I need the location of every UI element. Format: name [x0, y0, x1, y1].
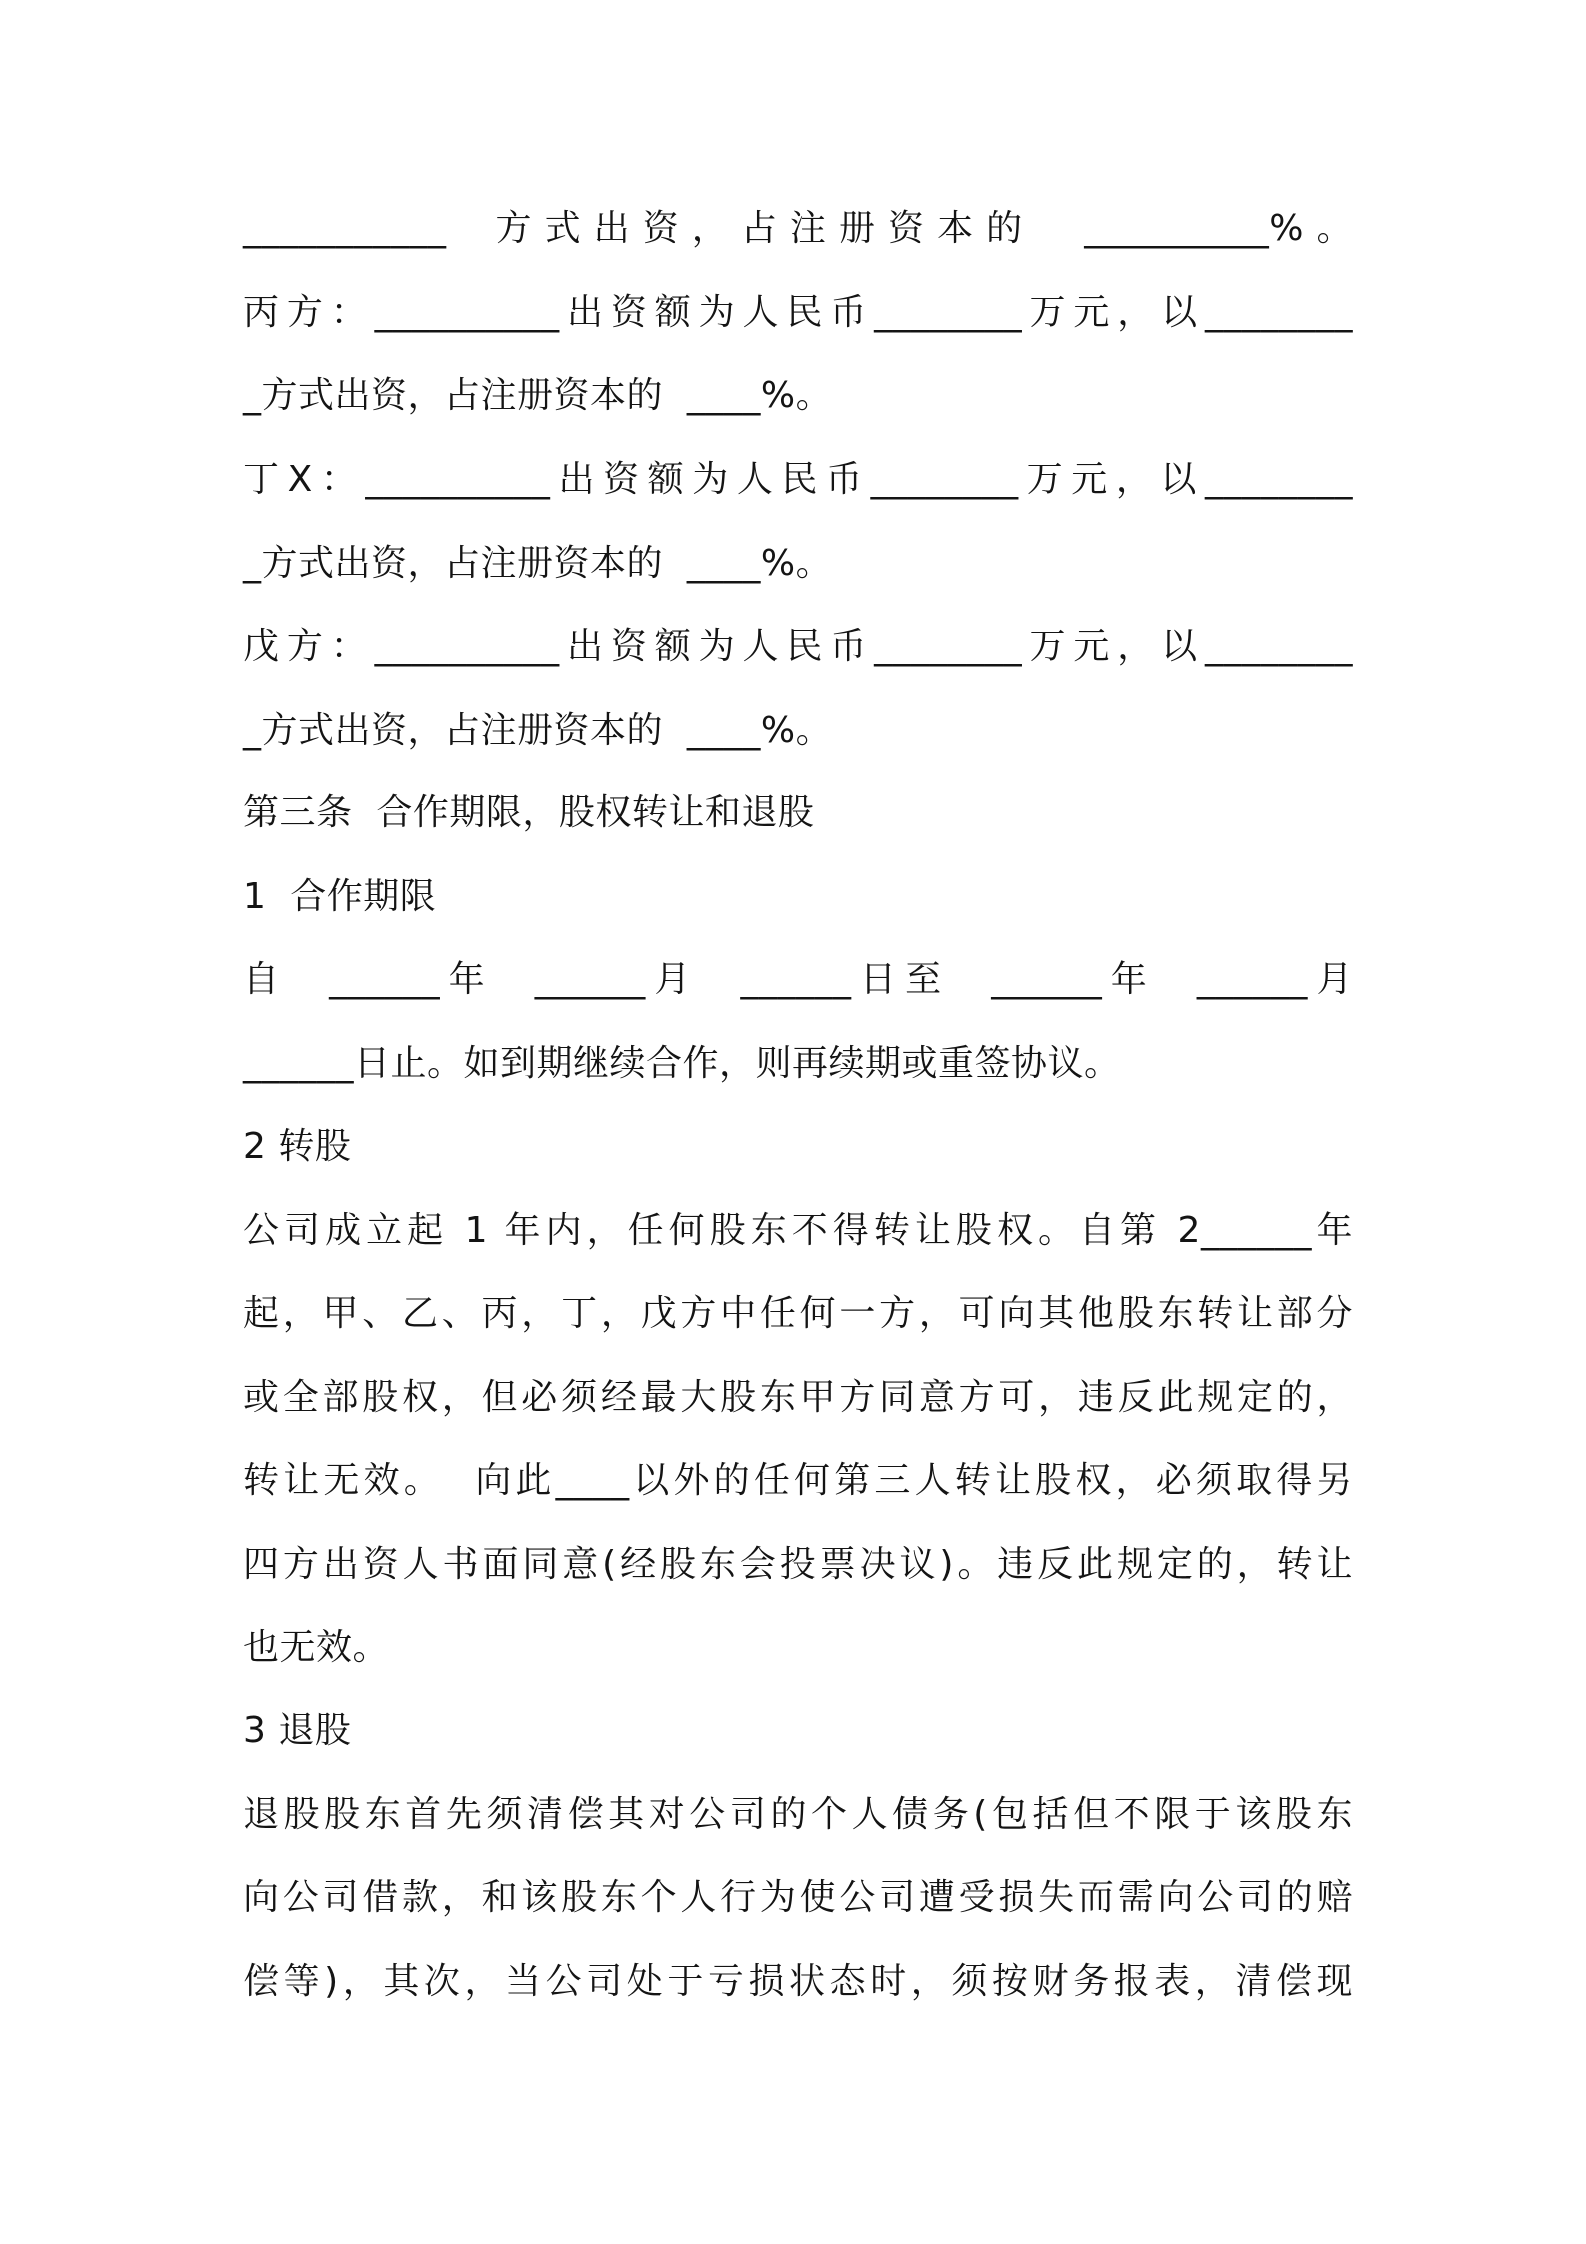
subsection-heading: 2 转股: [243, 1126, 352, 1167]
text-line: 向公司借款，和该股东个人行为使公司遭受损失而需向公司的赔: [243, 1877, 1353, 1918]
text-line: 丙方：__________出资额为人民币________万元，以________: [243, 292, 1353, 333]
text-line: 或全部股权，但必须经最大股东甲方同意方可，违反此规定的，: [243, 1377, 1353, 1418]
text-line: ______日止。如到期继续合作，则再续期或重签协议。: [243, 1043, 1121, 1084]
section-heading: 第三条 合作期限，股权转让和退股: [243, 792, 815, 833]
text-line: 四方出资人书面同意(经股东会投票决议)。违反此规定的，转让: [243, 1544, 1353, 1585]
text-line: 转让无效。 向此____以外的任何第三人转让股权，必须取得另: [243, 1460, 1353, 1501]
text-line: _方式出资，占注册资本的 ____%。: [243, 710, 833, 751]
text-line: 起，甲、乙、丙，丁，戊方中任何一方，可向其他股东转让部分: [243, 1293, 1353, 1334]
text-line: _方式出资，占注册资本的 ____%。: [243, 375, 833, 416]
text-line: 公司成立起 1 年内，任何股东不得转让股权。自第 2______年: [243, 1210, 1353, 1251]
text-line: 退股股东首先须清偿其对公司的个人债务(包括但不限于该股东: [243, 1794, 1353, 1835]
subsection-heading: 3 退股: [243, 1710, 352, 1751]
text-line: 偿等)，其次，当公司处于亏损状态时，须按财务报表，清偿现: [243, 1961, 1353, 2002]
text-line: 自 ______年 ______月 ______日至 ______年 ______月: [243, 959, 1353, 1000]
text-line: ___________ 方式出资，占注册资本的 __________%。: [243, 208, 1353, 249]
text-line: _方式出资，占注册资本的 ____%。: [243, 543, 833, 584]
text-line: 也无效。: [243, 1627, 390, 1668]
text-line: 戊方：__________出资额为人民币________万元，以________: [243, 626, 1353, 667]
text-line: 丁X：__________出资额为人民币________万元，以________: [243, 459, 1353, 500]
subsection-heading: 1 合作期限: [243, 876, 437, 917]
